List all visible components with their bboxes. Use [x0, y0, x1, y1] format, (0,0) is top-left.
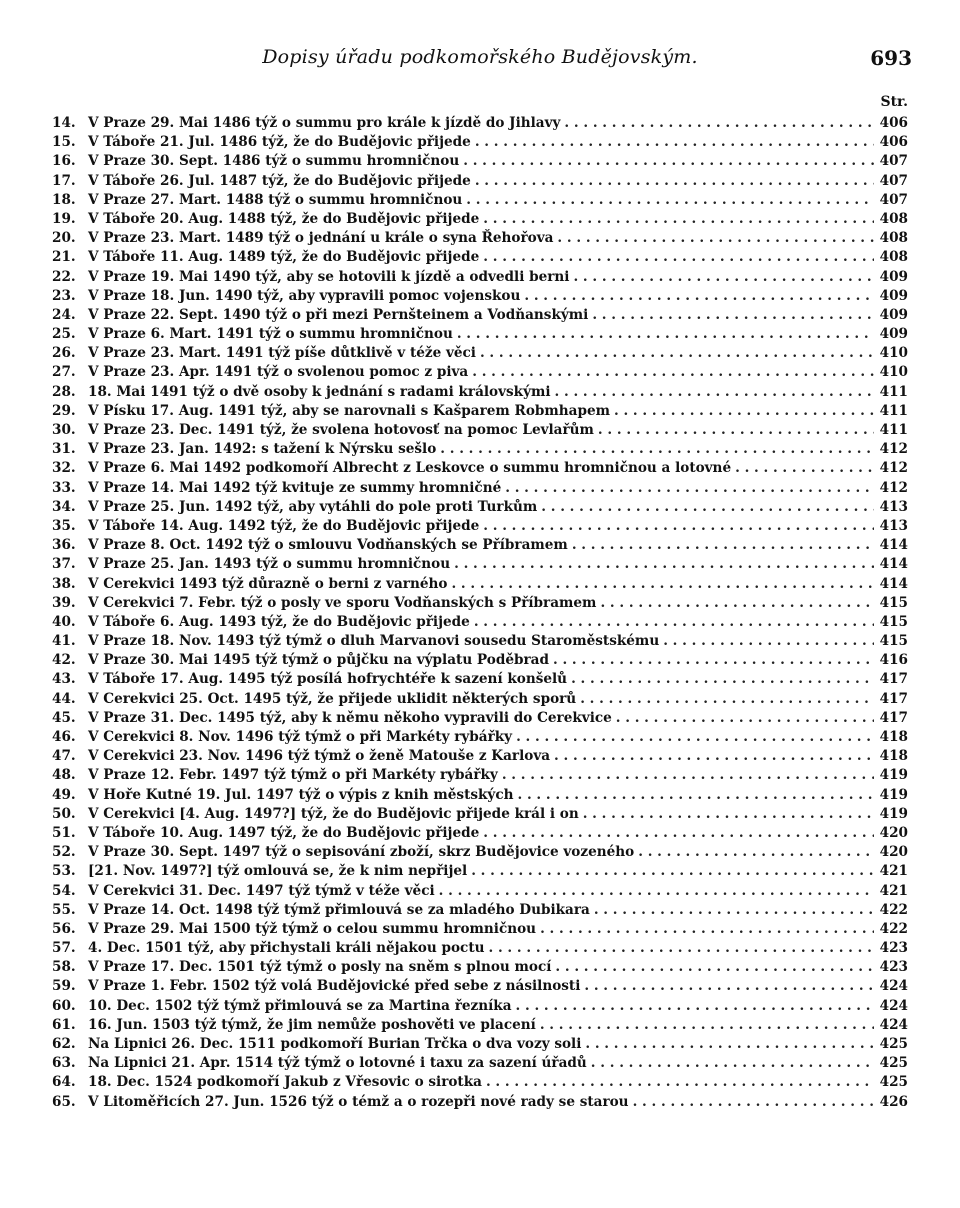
- entry-text: V Praze 29. Mai 1486 týž o summu pro krále k jízdě do Jihlavy: [88, 115, 561, 131]
- entry-text: V Hoře Kutné 19. Jul. 1497 týž o výpis z knih městských: [88, 786, 514, 803]
- entry-number: 19.: [52, 210, 76, 227]
- toc-entry: [52, 977, 908, 996]
- toc-entry: [52, 440, 908, 459]
- entry-number: 44.: [52, 690, 76, 707]
- entry-page: 424: [879, 978, 908, 995]
- entry-page: 411: [879, 422, 908, 438]
- toc-entry: [52, 402, 908, 421]
- dot-leader: [436, 440, 874, 459]
- dot-leader: [470, 613, 874, 632]
- toc-entry: [52, 325, 908, 344]
- entry-number: 20.: [52, 230, 76, 247]
- dot-leader: [462, 191, 874, 210]
- entry-page: 421: [879, 882, 908, 899]
- entry-text: V Praze 1. Febr. 1502 týž volá Budějovické před sebe z násilnosti: [88, 978, 581, 995]
- dot-leader: [459, 152, 874, 171]
- entry-text: V Praze 23. Dec. 1491 týž, že svolena hotovosť na pomoc Levlařům: [88, 422, 594, 438]
- entry-page: 418: [879, 748, 908, 765]
- entry-number: 41.: [52, 633, 76, 650]
- entry-number: 24.: [52, 306, 76, 323]
- entry-number: 22.: [52, 268, 76, 285]
- entry-page: 414: [879, 556, 908, 573]
- dot-leader: [580, 977, 874, 996]
- dot-leader: [581, 1035, 874, 1054]
- entry-text: Na Lipnici 21. Apr. 1514 týž týmž o lotovné i taxu za sazení úřadů: [88, 1055, 587, 1072]
- entry-number: 65.: [52, 1093, 76, 1110]
- entry-page: 425: [879, 1074, 908, 1091]
- dot-leader: [471, 133, 874, 152]
- entry-page: 410: [879, 345, 908, 362]
- dot-leader: [479, 248, 874, 267]
- entry-text: V Praze 18. Jun. 1490 týž, aby vypravili pomoc vojenskou: [88, 287, 521, 304]
- toc-entry: [52, 536, 908, 555]
- entry-number: 42.: [52, 652, 76, 669]
- toc-entry: [52, 114, 908, 133]
- dot-leader: [634, 843, 874, 862]
- toc-entry: [52, 287, 908, 306]
- toc-entry: [52, 575, 908, 594]
- entry-text: V Praze 14. Oct. 1498 týž týmž přimlouvá se za mladého Dubikara: [88, 901, 590, 918]
- entry-page: 417: [879, 709, 908, 726]
- toc-entry: [52, 210, 908, 229]
- dot-leader: [501, 479, 874, 498]
- entry-text: V Táboře 6. Aug. 1493 týž, že do Budějovic přijede: [88, 613, 470, 630]
- dot-leader: [512, 997, 874, 1016]
- toc-entry: [52, 268, 908, 287]
- toc-entry: [52, 459, 908, 478]
- entry-text: V Táboře 11. Aug. 1489 týž, že do Budějovic přijede: [88, 249, 480, 266]
- toc-entry: [52, 152, 908, 171]
- toc-entry: [52, 133, 908, 152]
- entry-text: V Praze 27. Mart. 1488 týž o summu hromničnou: [88, 191, 463, 208]
- page-number: 693: [870, 46, 912, 70]
- entry-text: V Cerekvici 31. Dec. 1497 týž týmž v téže věci: [88, 882, 435, 899]
- dot-leader: [588, 306, 874, 325]
- entry-number: 37.: [52, 556, 76, 573]
- dot-leader: [629, 1093, 874, 1112]
- toc-entry: [52, 344, 908, 363]
- entry-page: 415: [879, 633, 908, 650]
- entry-text: V Praze 12. Febr. 1497 týž týmž o při Markéty rybářky: [88, 767, 498, 784]
- entry-number: 21.: [52, 249, 76, 266]
- entry-number: 27.: [52, 364, 76, 381]
- entry-number: 15.: [52, 134, 76, 151]
- toc-entry: [52, 997, 908, 1016]
- dot-leader: [594, 421, 874, 440]
- entry-number: 55.: [52, 901, 76, 918]
- entry-number: 61.: [52, 1016, 76, 1033]
- entry-text: V Praze 31. Dec. 1495 týž, aby k němu někoho vypravili do Cerekvice: [88, 709, 612, 726]
- entry-page: 406: [879, 115, 908, 131]
- toc-entry: [52, 920, 908, 939]
- dot-leader: [612, 709, 874, 728]
- entry-page: 413: [879, 498, 908, 515]
- dot-leader: [482, 1073, 874, 1092]
- entry-text: [21. Nov. 1497?] týž omlouvá se, že k nim nepřijel: [88, 863, 468, 880]
- entry-text: V Praze 23. Mart. 1491 týž píše důtklivě v téže věci: [88, 345, 476, 362]
- entry-text: V Praze 23. Jan. 1492: s tažení k Nýrsku sešlo: [88, 441, 437, 458]
- entry-number: 43.: [52, 671, 76, 688]
- toc-entry: [52, 670, 908, 689]
- entry-number: 33.: [52, 479, 76, 496]
- dot-leader: [536, 1016, 874, 1035]
- entry-text: V Cerekvici 23. Nov. 1496 týž týmž o ženě Matouše z Karlova: [88, 748, 551, 765]
- running-title: Dopisy úřadu podkomořského Budějovským.: [262, 46, 698, 68]
- entry-page: 416: [879, 652, 908, 669]
- entry-page: 419: [879, 805, 908, 822]
- dot-leader: [659, 632, 874, 651]
- entry-page: 422: [879, 920, 908, 937]
- toc-entry: [52, 747, 908, 766]
- dot-leader: [610, 402, 874, 421]
- entry-page: 423: [879, 959, 908, 976]
- page-column-label: Str.: [880, 94, 908, 110]
- entry-number: 39.: [52, 594, 76, 611]
- entry-text: V Praze 25. Jun. 1492 týž, aby vytáhli do pole proti Turkům: [88, 498, 538, 515]
- entry-number: 25.: [52, 326, 76, 343]
- entry-page: 412: [879, 441, 908, 458]
- entry-text: V Praze 14. Mai 1492 týž kvituje ze summy hromničné: [88, 479, 502, 496]
- entry-text: V Praze 29. Mai 1500 týž týmž o celou summu hromničnou: [88, 920, 537, 937]
- toc-entry: [52, 651, 908, 670]
- entry-text: V Cerekvici 1493 týž důrazně o berni z varného: [88, 575, 448, 592]
- toc-entry: [52, 901, 908, 920]
- entry-text: V Praze 6. Mai 1492 podkomoří Albrecht z Leskovce o summu hromničnou a lotovné: [88, 460, 732, 477]
- dot-leader: [560, 114, 874, 133]
- toc-entry: [52, 632, 908, 651]
- entry-page: 409: [879, 287, 908, 304]
- dot-leader: [513, 786, 874, 805]
- entry-number: 56.: [52, 920, 76, 937]
- entry-text: V Táboře 26. Jul. 1487 týž, že do Budějovic přijede: [88, 172, 471, 189]
- dot-leader: [551, 958, 874, 977]
- entry-page: 424: [879, 1016, 908, 1033]
- entry-text: V Praze 30. Sept. 1486 týž o summu hromničnou: [88, 153, 460, 170]
- entry-page: 407: [879, 172, 908, 189]
- entry-number: 36.: [52, 537, 76, 554]
- entry-number: 23.: [52, 287, 76, 304]
- toc-entry: [52, 1054, 908, 1073]
- toc-entry: [52, 843, 908, 862]
- page-header: [0, 46, 960, 72]
- entry-page: 426: [879, 1093, 908, 1110]
- entry-page: 414: [879, 575, 908, 592]
- dot-leader: [476, 344, 874, 363]
- dot-leader: [512, 728, 874, 747]
- toc-entry: [52, 958, 908, 977]
- entry-page: 407: [879, 191, 908, 208]
- entry-text: V Praze 22. Sept. 1490 týž o při mezi Pernšteinem a Vodňanskými: [88, 306, 589, 323]
- entry-page: 425: [879, 1055, 908, 1072]
- toc-entry: [52, 306, 908, 325]
- dot-leader: [453, 325, 874, 344]
- entry-page: 407: [879, 153, 908, 170]
- entry-number: 31.: [52, 441, 76, 458]
- entry-text: V Cerekvici 8. Nov. 1496 týž týmž o při Markéty rybářky: [88, 729, 513, 745]
- entry-text: V Táboře 10. Aug. 1497 týž, že do Budějovic přijede: [88, 824, 480, 841]
- dot-leader: [576, 690, 874, 709]
- entry-text: 18. Mai 1491 týž o dvě osoby k jednání s radami královskými: [88, 383, 551, 400]
- toc-entry: [52, 1093, 908, 1112]
- toc-entry: [52, 555, 908, 574]
- toc-entry: [52, 421, 908, 440]
- entry-text: Na Lipnici 26. Dec. 1511 podkomoří Burian Trčka o dva vozy soli: [88, 1036, 582, 1052]
- dot-leader: [485, 939, 875, 958]
- entry-number: 54.: [52, 882, 76, 899]
- entry-text: V Cerekvici 7. Febr. týž o posly ve sporu Vodňanských s Příbramem: [88, 594, 597, 611]
- entry-page: 421: [879, 863, 908, 880]
- entry-page: 415: [879, 594, 908, 611]
- toc-entry: [52, 229, 908, 248]
- toc-entry: [52, 882, 908, 901]
- entry-page: 409: [879, 326, 908, 343]
- entry-number: 16.: [52, 153, 76, 170]
- entry-number: 18.: [52, 191, 76, 208]
- entry-number: 59.: [52, 978, 76, 995]
- entry-number: 62.: [52, 1036, 76, 1052]
- dot-leader: [549, 651, 874, 670]
- entry-number: 17.: [52, 172, 76, 189]
- entry-text: V Praze 17. Dec. 1501 týž týmž o posly na sněm s plnou mocí: [88, 959, 552, 976]
- entry-number: 14.: [52, 115, 76, 131]
- entry-page: 424: [879, 997, 908, 1014]
- dot-leader: [579, 805, 874, 824]
- entry-number: 32.: [52, 460, 76, 477]
- toc-entry: [52, 786, 908, 805]
- toc-entry: [52, 709, 908, 728]
- entry-number: 57.: [52, 940, 76, 957]
- entry-page: 417: [879, 690, 908, 707]
- toc-entry: [52, 805, 908, 824]
- entry-number: 63.: [52, 1055, 76, 1072]
- toc-entry: [52, 862, 908, 881]
- entry-page: 419: [879, 786, 908, 803]
- entry-page: 411: [879, 383, 908, 400]
- toc-entry: [52, 1016, 908, 1035]
- entry-page: 413: [879, 517, 908, 534]
- toc-entry: [52, 613, 908, 632]
- dot-leader: [590, 901, 874, 920]
- dot-leader: [520, 287, 874, 306]
- toc-entry: [52, 690, 908, 709]
- entry-text: V Praze 8. Oct. 1492 týž o smlouvu Vodňanských se Příbramem: [88, 537, 568, 554]
- toc-entry: [52, 939, 908, 958]
- entry-number: 51.: [52, 824, 76, 841]
- dot-leader: [435, 882, 874, 901]
- entry-number: 49.: [52, 786, 76, 803]
- entry-text: V Táboře 14. Aug. 1492 týž, že do Budějovic přijede: [88, 517, 480, 534]
- entry-text: V Táboře 17. Aug. 1495 týž posílá hofrychtéře k sazení konšelů: [88, 671, 568, 688]
- entry-number: 28.: [52, 383, 76, 400]
- entry-page: 415: [879, 613, 908, 630]
- entry-number: 38.: [52, 575, 76, 592]
- toc-entry: [52, 172, 908, 191]
- entry-text: V Litoměřicích 27. Jun. 1526 týž o témž a o rozepři nové rady se starou: [88, 1093, 629, 1110]
- entry-page: 408: [879, 249, 908, 266]
- entry-page: 408: [879, 230, 908, 247]
- entry-text: V Táboře 20. Aug. 1488 týž, že do Budějovic přijede: [88, 210, 480, 227]
- entry-text: 16. Jun. 1503 týž týmž, že jim nemůže poshověti ve placení: [88, 1016, 536, 1033]
- entry-text: V Cerekvici 25. Oct. 1495 týž, že přijede uklidit některých sporů: [88, 690, 577, 707]
- dot-leader: [467, 862, 874, 881]
- entry-page: 423: [879, 940, 908, 957]
- dot-leader: [550, 747, 874, 766]
- entry-text: 18. Dec. 1524 podkomoří Jakub z Vřesovic o sirotka: [88, 1074, 482, 1091]
- toc-entry: [52, 517, 908, 536]
- entry-number: 50.: [52, 805, 76, 822]
- dot-leader: [468, 363, 874, 382]
- toc-entry: [52, 363, 908, 382]
- toc-entry: [52, 766, 908, 785]
- entry-page: 406: [879, 134, 908, 151]
- entry-text: V Praze 19. Mai 1490 týž, aby se hotovili k jízdě a odvedli berni: [88, 268, 570, 285]
- dot-leader: [450, 555, 874, 574]
- entry-number: 30.: [52, 422, 76, 438]
- dot-leader: [567, 670, 874, 689]
- toc-entry: [52, 1073, 908, 1092]
- toc-entry: [52, 728, 908, 747]
- entry-text: V Praze 23. Apr. 1491 týž o svolenou pomoc z piva: [88, 364, 469, 381]
- entry-page: 409: [879, 268, 908, 285]
- dot-leader: [479, 517, 874, 536]
- entry-page: 412: [879, 479, 908, 496]
- entry-page: 420: [879, 844, 908, 861]
- toc-entry: [52, 824, 908, 843]
- entry-page: 414: [879, 537, 908, 554]
- entry-number: 35.: [52, 517, 76, 534]
- toc-entry: [52, 1035, 908, 1054]
- entry-text: V Praze 25. Jan. 1493 týž o summu hromničnou: [88, 556, 451, 573]
- toc-entry: [52, 383, 908, 402]
- entry-text: V Praze 18. Nov. 1493 týž týmž o dluh Marvanovi sousedu Staroměstskému: [88, 633, 660, 650]
- dot-leader: [498, 766, 874, 785]
- toc-entry: [52, 248, 908, 267]
- entry-number: 58.: [52, 959, 76, 976]
- dot-leader: [596, 594, 874, 613]
- table-of-contents: [52, 114, 908, 1112]
- toc-entry: [52, 498, 908, 517]
- entry-page: 418: [879, 729, 908, 745]
- dot-leader: [587, 1054, 874, 1073]
- entry-text: V Praze 6. Mart. 1491 týž o summu hromničnou: [88, 326, 453, 343]
- dot-leader: [537, 498, 874, 517]
- entry-text: V Táboře 21. Jul. 1486 týž, že do Budějovic přijede: [88, 134, 471, 151]
- entry-number: 26.: [52, 345, 76, 362]
- dot-leader: [536, 920, 874, 939]
- entry-page: 425: [879, 1036, 908, 1052]
- dot-leader: [568, 536, 874, 555]
- toc-entry: [52, 594, 908, 613]
- entry-number: 29.: [52, 402, 76, 419]
- entry-page: 408: [879, 210, 908, 227]
- entry-page: 411: [879, 402, 908, 419]
- dot-leader: [471, 172, 874, 191]
- entry-page: 419: [879, 767, 908, 784]
- entry-text: V Praze 23. Mart. 1489 týž o jednání u krále o syna Řehořova: [88, 230, 554, 247]
- entry-text: V Cerekvici [4. Aug. 1497?] týž, že do Budějovic přijede král i on: [88, 805, 579, 822]
- entry-number: 52.: [52, 844, 76, 861]
- entry-page: 420: [879, 824, 908, 841]
- entry-page: 422: [879, 901, 908, 918]
- entry-number: 34.: [52, 498, 76, 515]
- entry-page: 412: [879, 460, 908, 477]
- entry-number: 60.: [52, 997, 76, 1014]
- dot-leader: [479, 210, 874, 229]
- dot-leader: [447, 575, 874, 594]
- dot-leader: [553, 229, 874, 248]
- entry-page: 409: [879, 306, 908, 323]
- entry-number: 40.: [52, 613, 76, 630]
- entry-number: 53.: [52, 863, 76, 880]
- entry-page: 417: [879, 671, 908, 688]
- entry-text: V Praze 30. Sept. 1497 týž o sepisování zboží, skrz Budějovice vozeného: [88, 844, 635, 861]
- entry-number: 64.: [52, 1074, 76, 1091]
- toc-entry: [52, 191, 908, 210]
- entry-text: V Písku 17. Aug. 1491 týž, aby se narovnali s Kašparem Robmhapem: [88, 402, 610, 419]
- entry-text: 10. Dec. 1502 týž týmž přimlouvá se za Martina řezníka: [88, 997, 512, 1014]
- toc-entry: [52, 479, 908, 498]
- entry-number: 46.: [52, 729, 76, 745]
- dot-leader: [479, 824, 874, 843]
- dot-leader: [551, 383, 874, 402]
- entry-number: 48.: [52, 767, 76, 784]
- entry-text: V Praze 30. Mai 1495 týž týmž o půjčku na výplatu Poděbrad: [88, 652, 549, 669]
- dot-leader: [569, 268, 874, 287]
- entry-text: 4. Dec. 1501 týž, aby přichystali králi nějakou poctu: [88, 940, 485, 957]
- dot-leader: [731, 459, 874, 478]
- entry-number: 47.: [52, 748, 76, 765]
- entry-page: 410: [879, 364, 908, 381]
- entry-number: 45.: [52, 709, 76, 726]
